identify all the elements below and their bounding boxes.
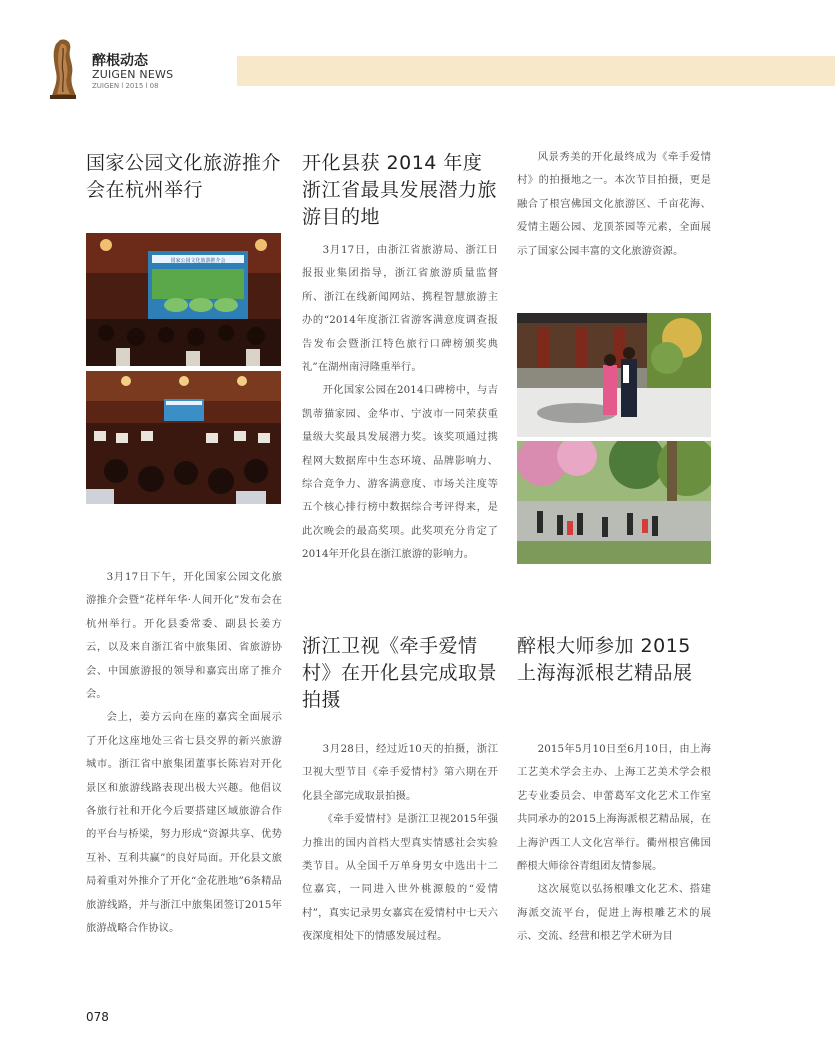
section-title: 醉根动态 (92, 53, 148, 69)
article-3-headline: 浙江卫视《牵手爱情村》在开化县完成取景拍摄 (302, 635, 498, 711)
article-1-headline: 国家公园文化旅游推介会在杭州举行 (86, 152, 282, 201)
section-subtitle: ZUIGEN NEWS (92, 68, 174, 81)
header-band (237, 56, 835, 86)
page-number: 078 (86, 1010, 109, 1024)
article-4-headline: 醉根大师参加 2015 上海海派根艺精品展 (517, 635, 693, 684)
article-1-body (86, 566, 282, 941)
article-3 (302, 633, 498, 714)
photo-conference-hall (86, 233, 281, 366)
article-2-body (302, 239, 498, 567)
article-1-headline-block (86, 150, 282, 204)
article-4 (517, 633, 711, 687)
article-3-paragraph-3: 风景秀美的开化最终成为《牵手爱情村》的拍摄地之一。本次节目拍摄，更是融合了根宫佛国文化旅游区、千亩花海、爱情主题公园、龙顶茶园等元素，全面展示了国家公园丰富的文化旅游资源。 (517, 151, 711, 257)
photo-audience (86, 371, 281, 504)
article-2-headline: 开化县获 2014 年度浙江省最具发展潜力旅游目的地 (302, 152, 498, 228)
article-2-paragraph-1: 3月17日，由浙江省旅游局、浙江日报报业集团指导，浙江省旅游质量监督所、浙江在线新闻网站、携程智慧旅游主办的“2014年度浙江省游客满意度调查报告发布会暨浙江特色旅行口碑榜颁奖典礼”在湖州南浔隆重举行。 (302, 244, 498, 374)
article-4-paragraph-1: 2015年5月10日至6月10日，由上海工艺美术学会主办、上海工艺美术学会根艺专业委员会、申蕾葛军文化艺术工作室共同承办的2015上海海派根艺精品展，在上海沪西工人文化宫举行。衢州根宫佛国醉根大师徐谷青组团友情参展。 (517, 743, 711, 873)
article-1-paragraph-2: 会上，姜方云向在座的嘉宾全面展示了开化这座地处三省七县交界的新兴旅游城市。浙江省中旅集团董事长陈岩对开化景区和旅游线路表现出极大兴趣。他倡议各旅行社和开化今后要搭建区域旅游合作的平台与桥梁，努力形成“资源共享、优势互补、互利共赢”的良好局面。开化县文旅局着重对外推介了开化“金花胜地”6条精品旅游线路，并与浙江中旅集团签订2015年旅游战略合作协议。 (86, 711, 282, 935)
article-4-body (517, 738, 711, 949)
article-3-continued (517, 146, 711, 263)
issue-label: ZUIGEN l 2015 l 08 (92, 82, 159, 90)
screen-caption: 国家公园文化旅游推介会 (170, 258, 226, 264)
photo-couple-temple (517, 313, 711, 437)
zuigen-root-logo (48, 38, 78, 100)
article-3-body (302, 738, 498, 949)
photo-garden-filming (517, 441, 711, 564)
article-2 (302, 150, 498, 231)
article-3-paragraph-2: 《牵手爱情村》是浙江卫视2015年强力推出的国内首档大型真实情感社会实验类节目。从全国千万单身男女中选出十二位嘉宾，一同进入世外桃源般的“爱情村”，真实记录男女嘉宾在爱情村中七天六夜深度相处下的情感发展过程。 (302, 813, 498, 943)
article-2-paragraph-2: 开化国家公园在2014口碑榜中，与吉凯蒂猫家园、金华市、宁波市一同荣获重量级大奖最具发展潜力奖。该奖项通过携程网大数据库中生态环境、品牌影响力、综合竞争力、游客满意度、市场关注度等五个核心排行榜中数据综合考评得来，是此次晚会的最高奖项。此奖项充分肯定了2014年开化县在浙江旅游的影响力。 (302, 384, 498, 561)
article-1-paragraph-1: 3月17日下午，开化国家公园文化旅游推介会暨“花样年华·人间开化”发布会在杭州举行。开化县委常委、副县长姜方云，以及来自浙江省中旅集团、省旅游协会、中国旅游报的领导和嘉宾出席了推介会。 (86, 571, 282, 701)
article-3-paragraph-1: 3月28日，经过近10天的拍摄，浙江卫视大型节目《牵手爱情村》第六期在开化县全部完成取景拍摄。 (302, 743, 498, 802)
article-4-paragraph-2: 这次展览以弘扬根雕文化艺术、搭建海派交流平台，促进上海根雕艺术的展示、交流、经营和根艺学术研为目 (517, 883, 711, 943)
